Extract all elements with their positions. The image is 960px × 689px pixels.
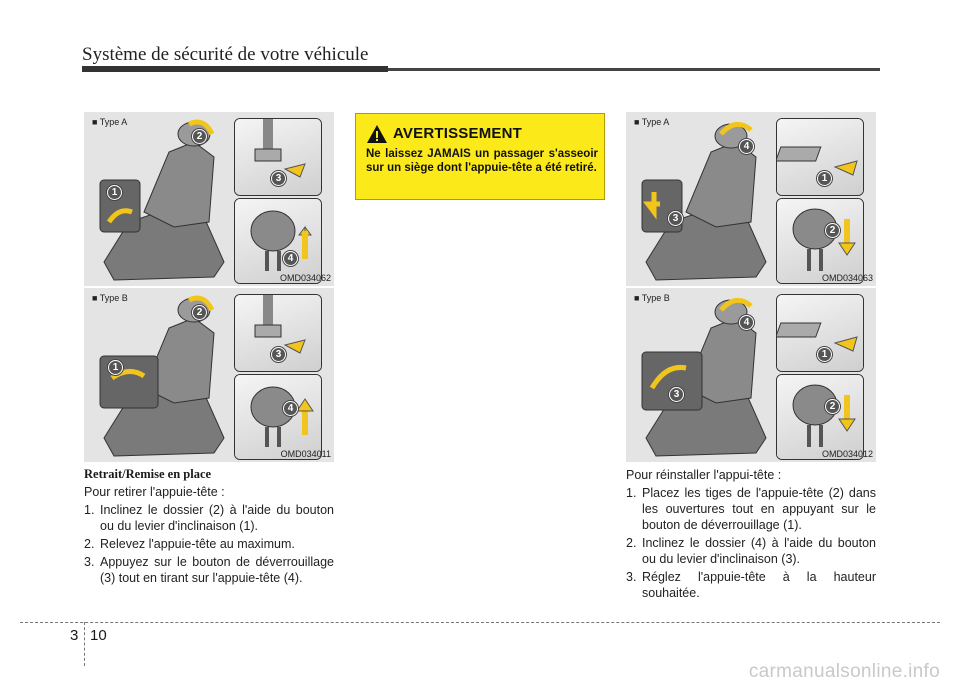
marker-3: 3 — [271, 171, 286, 186]
figure-code: OMD034012 — [821, 449, 873, 459]
marker-4: 4 — [283, 401, 298, 416]
marker-1: 1 — [107, 185, 122, 200]
section-title: Retrait/Remise en place — [84, 467, 212, 481]
instructions-intro: Pour réinstaller l'appui-tête : — [626, 468, 782, 482]
figure-panel-right-type-b — [626, 288, 876, 462]
left-instructions — [84, 484, 334, 586]
marker-4: 4 — [283, 251, 298, 266]
headrest-illustration — [777, 199, 863, 283]
marker-1: 1 — [817, 347, 832, 362]
figure-panel-right-type-a — [626, 112, 876, 286]
page-number: 10 — [90, 627, 107, 644]
warning-text: Ne laissez JAMAIS un passager s'asseoir sur un siège dont l'appuie-tête a été retiré. — [366, 148, 598, 174]
headrest-illustration — [235, 375, 321, 459]
marker-1: 1 — [817, 171, 832, 186]
list-item: 3. Réglez l'appuie-tête à la hauteur souhaitée. — [626, 570, 876, 600]
header-rule-accent — [82, 66, 388, 72]
warning-title: AVERTISSEMENT — [393, 125, 523, 142]
instructions-intro: Pour retirer l'appuie-tête : — [84, 485, 225, 499]
figure-inset-release-button — [776, 294, 864, 372]
marker-3: 3 — [669, 387, 684, 402]
figure-code: OMD034063 — [821, 273, 873, 283]
list-item: 3. Appuyez sur le bouton de déverrouillage (3) tout en tirant sur l'appuie-tête (4). — [84, 555, 334, 585]
right-instructions — [626, 467, 876, 601]
figure-inset-headrest — [234, 374, 322, 460]
figure-inset-headrest — [234, 198, 322, 284]
watermark: carmanualsonline.info — [748, 661, 940, 682]
list-item: 1. Placez les tiges de l'appuie-tête (2) dans les ouvertures tout en appuyant sur le bouton de déverrouillage (1). — [626, 486, 876, 532]
chapter-number: 3 — [70, 627, 79, 644]
marker-2: 2 — [825, 223, 840, 238]
marker-2: 2 — [192, 129, 207, 144]
figure-code: OMD034062 — [279, 273, 331, 283]
headrest-illustration — [235, 199, 321, 283]
headrest-illustration — [777, 375, 863, 459]
list-item: 2. Inclinez le dossier (4) à l'aide du bouton ou du levier d'inclinaison (3). — [626, 536, 876, 566]
marker-2: 2 — [192, 305, 207, 320]
footer-divider — [84, 622, 85, 666]
figure-inset-headrest — [776, 198, 864, 284]
marker-3: 3 — [668, 211, 683, 226]
figure-type-label: ■ Type B — [634, 293, 670, 303]
figure-type-label: ■ Type B — [92, 293, 128, 303]
figure-inset-release-button — [234, 294, 322, 372]
list-item: 2. Relevez l'appuie-tête au maximum. — [84, 537, 295, 551]
removal-steps — [84, 502, 334, 586]
marker-4: 4 — [739, 315, 754, 330]
figure-type-label: ■ Type A — [634, 117, 670, 127]
figure-inset-release-button — [234, 118, 322, 196]
figure-type-label: ■ Type A — [92, 117, 128, 127]
figure-code: OMD034011 — [280, 449, 331, 459]
marker-1: 1 — [108, 360, 123, 375]
marker-4: 4 — [739, 139, 754, 154]
figure-inset-release-button — [776, 118, 864, 196]
footer-rule — [20, 622, 940, 623]
figure-panel-left-type-b — [84, 288, 334, 462]
figure-inset-headrest — [776, 374, 864, 460]
marker-2: 2 — [825, 399, 840, 414]
warning-box — [355, 113, 605, 200]
page-header-title: Système de sécurité de votre véhicule — [82, 44, 369, 65]
list-item: 1. Inclinez le dossier (2) à l'aide du bouton ou du levier d'inclinaison (1). — [84, 503, 334, 533]
warning-triangle-icon — [366, 124, 388, 144]
figure-panel-left-type-a — [84, 112, 334, 286]
marker-3: 3 — [271, 347, 286, 362]
reinstall-steps — [626, 485, 876, 601]
